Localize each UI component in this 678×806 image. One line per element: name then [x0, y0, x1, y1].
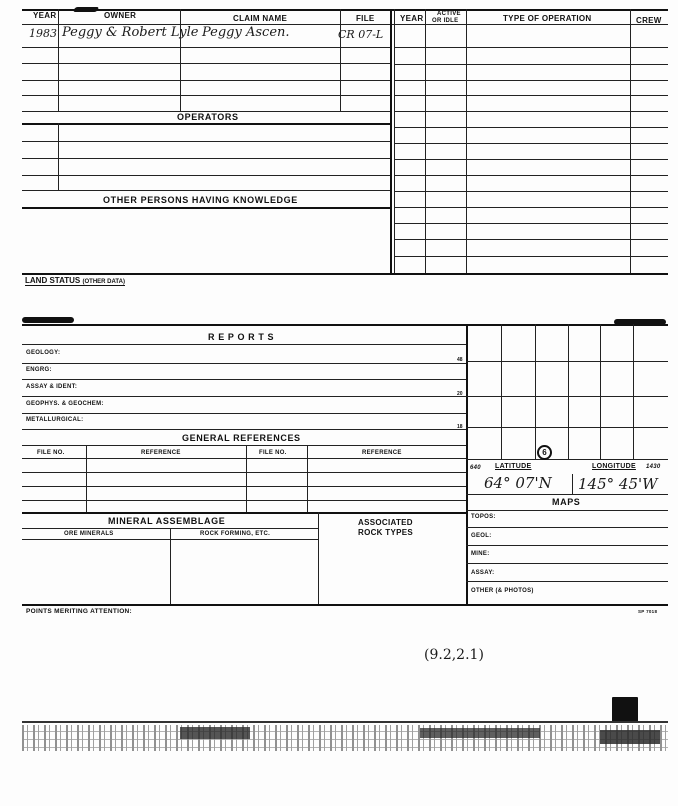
right-panel-divider: [466, 324, 468, 604]
other-persons-rule: [22, 207, 390, 209]
longitude-value: 145° 45'W: [578, 475, 658, 493]
scan-noise-band: [22, 725, 668, 751]
ore-minerals-header: ORE MINERALS: [64, 531, 114, 537]
scan-noise: [600, 730, 660, 744]
year-header: YEAR: [33, 11, 57, 20]
row-line: [22, 190, 390, 191]
row-line: [466, 527, 668, 528]
general-references-title: GENERAL REFERENCES: [182, 433, 301, 443]
col-divider: [58, 9, 59, 111]
operators-rule: [22, 123, 390, 125]
lat-prefix: 640: [470, 465, 481, 471]
row-line: [22, 363, 466, 364]
row-line: [394, 80, 668, 81]
metallurgical-num: 18: [457, 424, 463, 430]
metallurgical-label: METALLURGICAL:: [26, 417, 84, 423]
row-line: [22, 486, 466, 487]
ref-col-reference-2: REFERENCE: [362, 450, 402, 456]
row-line: [22, 379, 466, 380]
row-line: [22, 80, 390, 81]
row-line: [394, 64, 668, 65]
row-line: [22, 63, 390, 64]
col-divider: [86, 445, 87, 512]
row-line: [394, 111, 668, 112]
latitude-value: 64° 07'N: [484, 474, 552, 492]
type-of-operation-header: TYPE OF OPERATION: [503, 14, 592, 23]
row-line: [22, 141, 390, 142]
top-section-bottom-rule: [22, 273, 668, 275]
bottom-top-border: [22, 324, 668, 326]
col-divider: [630, 9, 631, 273]
longitude-label: LONGITUDE: [592, 463, 636, 470]
scan-edge: [22, 721, 668, 723]
land-status-text: LAND STATUS: [25, 276, 81, 285]
row-line: [22, 500, 466, 501]
other-persons-title: OTHER PERSONS HAVING KNOWLEDGE: [103, 195, 298, 205]
grid-col: [568, 324, 569, 459]
col-divider: [246, 445, 247, 512]
row1-file: CR 07-L: [338, 28, 384, 41]
col-divider: [307, 445, 308, 512]
bottom-section-rule: [22, 604, 668, 606]
row-line: [22, 458, 466, 459]
geology-label: GEOLOGY:: [26, 350, 61, 356]
maps-assay: ASSAY:: [471, 570, 495, 576]
maps-topos: TOPOS:: [471, 514, 496, 520]
scan-smudge: [22, 317, 74, 323]
geology-num: 48: [457, 357, 463, 363]
row-line: [22, 429, 466, 430]
geophys-label: GEOPHYS. & GEOCHEM:: [26, 401, 104, 407]
row-line: [22, 396, 466, 397]
row-line: [394, 143, 668, 144]
ops-year-header: YEAR: [400, 14, 424, 23]
grid-row: [466, 396, 668, 397]
row-line: [466, 563, 668, 564]
claim-name-header: CLAIM NAME: [233, 14, 288, 23]
row-line: [22, 158, 390, 159]
col-divider: [466, 9, 467, 273]
row1-owner: Peggy & Robert Lyle: [62, 25, 199, 40]
maps-other: OTHER (& PHOTOS): [471, 588, 534, 594]
col-divider: [180, 9, 181, 111]
land-status-sub: (OTHER DATA): [82, 279, 125, 285]
row-line: [394, 175, 668, 176]
operators-title: OPERATORS: [177, 112, 239, 122]
row-line: [394, 127, 668, 128]
row-line: [394, 191, 668, 192]
form-number: SP 7018: [638, 609, 658, 614]
land-status-label: [25, 276, 125, 286]
active-header-line1: ACTIVE: [437, 11, 461, 17]
col-divider: [58, 123, 59, 190]
row-line: [394, 47, 668, 48]
row-line: [394, 207, 668, 208]
col-divider: [340, 9, 341, 111]
row-line: [394, 95, 668, 96]
row-line: [394, 239, 668, 240]
scan-noise: [420, 728, 540, 738]
ref-col-file-no-2: FILE NO.: [259, 450, 287, 456]
row-line: [22, 512, 466, 514]
associated-line2: ROCK TYPES: [358, 528, 414, 537]
row-line: [22, 472, 466, 473]
row1-claim-name: Peggy Ascen.: [202, 25, 290, 40]
reports-title: R E P O R T S: [208, 332, 275, 342]
grid-row: [466, 427, 668, 428]
file-header: FILE: [356, 14, 375, 23]
row-line: [22, 47, 390, 48]
scan-noise: [180, 727, 250, 739]
scan-smudge: [73, 7, 100, 12]
col-divider: [318, 512, 319, 604]
maps-mine: MINE:: [471, 551, 490, 557]
center-divider: [390, 9, 392, 273]
grid-col: [501, 324, 502, 459]
grid-row: [466, 459, 668, 460]
maps-geol: GEOL:: [471, 533, 492, 539]
geophys-num: 20: [457, 391, 463, 397]
row-line: [22, 175, 390, 176]
active-header-line2: OR IDLE: [432, 18, 459, 24]
col-divider: [170, 528, 171, 604]
latitude-label: LATITUDE: [495, 463, 532, 470]
row-line: [394, 159, 668, 160]
latlon-divider: [572, 474, 573, 494]
grid-col: [600, 324, 601, 459]
rock-forming-header: ROCK FORMING, ETC.: [200, 531, 271, 537]
grid-row: [466, 361, 668, 362]
row-line: [22, 95, 390, 96]
owner-header: OWNER: [104, 11, 137, 20]
row1-year: 1983: [29, 27, 57, 40]
row-line: [466, 494, 668, 495]
row-line: [22, 344, 466, 345]
associated-line1: ASSOCIATED: [358, 518, 413, 527]
maps-title: MAPS: [552, 497, 581, 507]
row-line: [22, 413, 466, 414]
center-divider-inner: [394, 9, 395, 273]
crew-header: CREW: [636, 16, 662, 25]
circled-mark: 6: [537, 445, 552, 460]
scan-block: [612, 697, 638, 723]
row-line: [466, 581, 668, 582]
row-line: [466, 545, 668, 546]
grid-col: [535, 324, 536, 459]
row-line: [394, 256, 668, 257]
ref-col-file-no-1: FILE NO.: [37, 450, 65, 456]
engrg-label: ENGRG:: [26, 367, 52, 373]
lon-prefix: 1430: [646, 464, 661, 470]
row-line: [22, 445, 466, 446]
handwritten-code: (9.2,2.1): [424, 647, 484, 663]
col-divider: [425, 9, 426, 273]
row-line: [466, 510, 668, 511]
points-meriting-label: POINTS MERITING ATTENTION:: [26, 608, 133, 615]
grid-col: [633, 324, 634, 459]
mineral-assemblage-title: MINERAL ASSEMBLAGE: [108, 516, 226, 526]
row-line: [394, 223, 668, 224]
ref-col-reference-1: REFERENCE: [141, 450, 181, 456]
assay-label: ASSAY & IDENT:: [26, 384, 78, 390]
